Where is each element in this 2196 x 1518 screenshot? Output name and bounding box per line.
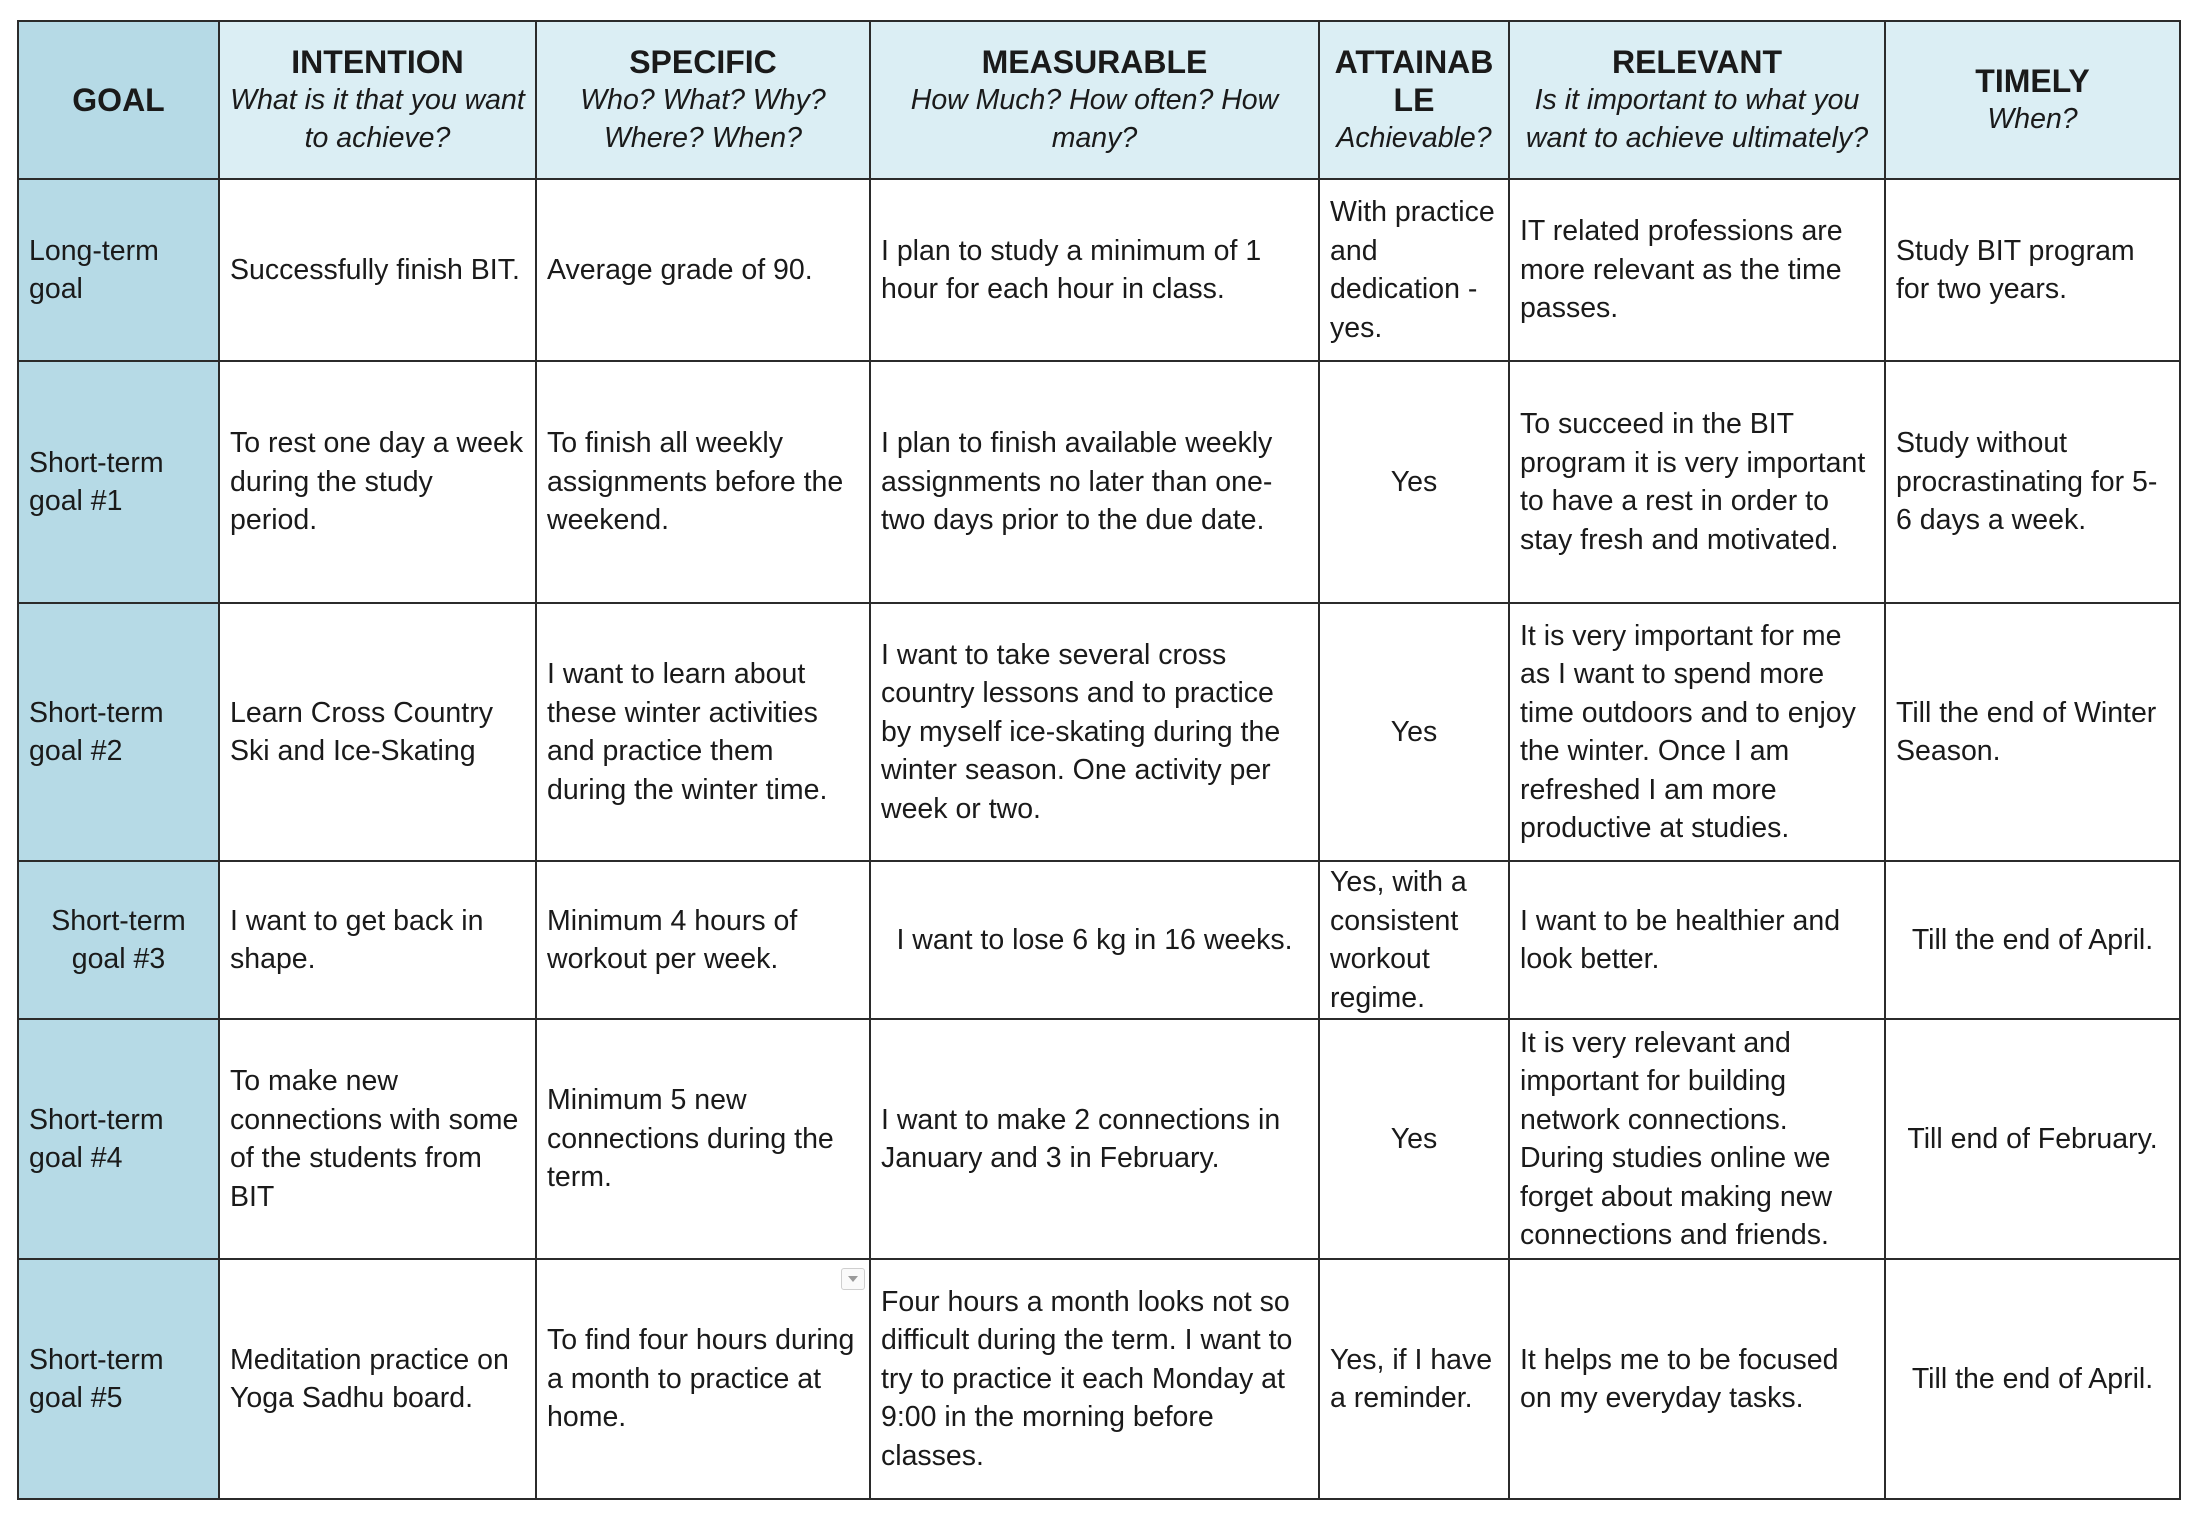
measurable-cell[interactable]: I want to take several cross country lessons and to practice by myself ice-skating during the winter season. One activity per week or two. — [870, 603, 1319, 861]
header-measurable[interactable] — [870, 21, 1319, 179]
intention-cell[interactable]: To rest one day a week during the study period. — [219, 361, 536, 603]
relevant-cell[interactable]: IT related professions are more relevant as the time passes. — [1509, 179, 1885, 361]
goal-cell[interactable]: Long-term goal — [18, 179, 219, 361]
measurable-cell[interactable]: I plan to study a minimum of 1 hour for each hour in class. — [870, 179, 1319, 361]
timely-cell[interactable]: Till the end of April. — [1885, 861, 2180, 1019]
attainable-cell[interactable]: Yes — [1319, 603, 1509, 861]
dropdown-arrow-icon[interactable] — [841, 1268, 865, 1290]
header-relevant-sub: Is it important to what you want to achieve ultimately? — [1525, 84, 1869, 154]
specific-cell[interactable]: I want to learn about these winter activities and practice them during the winter time. — [536, 603, 870, 861]
header-specific[interactable] — [536, 21, 870, 179]
goal-cell[interactable]: Short-term goal #4 — [18, 1019, 219, 1259]
table-row — [18, 1259, 2180, 1499]
table-row — [18, 179, 2180, 361]
measurable-cell[interactable]: I want to make 2 connections in January and 3 in February. — [870, 1019, 1319, 1259]
measurable-cell[interactable]: Four hours a month looks not so difficult during the term. I want to try to practice it each Monday at 9:00 in the morning before classes. — [870, 1259, 1319, 1499]
relevant-cell[interactable]: It is very important for me as I want to spend more time outdoors and to enjoy the winter. Once I am refreshed I am more productive at studies. — [1509, 603, 1885, 861]
relevant-cell[interactable]: To succeed in the BIT program it is very important to have a rest in order to stay fresh and motivated. — [1509, 361, 1885, 603]
timely-cell[interactable]: Study BIT program for two years. — [1885, 179, 2180, 361]
measurable-cell[interactable]: I plan to finish available weekly assignments no later than one-two days prior to the due date. — [870, 361, 1319, 603]
attainable-cell[interactable]: Yes — [1319, 1019, 1509, 1259]
header-timely-title: TIMELY — [1975, 63, 2090, 99]
attainable-cell[interactable]: Yes, with a consistent workout regime. — [1319, 861, 1509, 1019]
header-timely[interactable] — [1885, 21, 2180, 179]
relevant-cell[interactable]: It is very relevant and important for building network connections. During studies online we forget about making new connections and friends. — [1509, 1019, 1885, 1259]
header-attainable-sub: Achievable? — [1336, 122, 1492, 154]
header-row — [18, 21, 2180, 179]
intention-cell[interactable]: Learn Cross Country Ski and Ice-Skating — [219, 603, 536, 861]
intention-cell[interactable]: Successfully finish BIT. — [219, 179, 536, 361]
goal-cell[interactable]: Short-term goal #5 — [18, 1259, 219, 1499]
relevant-cell[interactable]: I want to be healthier and look better. — [1509, 861, 1885, 1019]
goal-cell[interactable]: Short-term goal #2 — [18, 603, 219, 861]
goal-cell[interactable]: Short-term goal #1 — [18, 361, 219, 603]
specific-cell[interactable] — [536, 1259, 870, 1499]
header-measurable-sub: How Much? How often? How many? — [910, 84, 1279, 154]
specific-cell[interactable]: Minimum 5 new connections during the term. — [536, 1019, 870, 1259]
header-specific-sub: Who? What? Why? Where? When? — [580, 84, 826, 154]
table-row — [18, 1019, 2180, 1259]
specific-cell[interactable]: To finish all weekly assignments before the weekend. — [536, 361, 870, 603]
table-row — [18, 361, 2180, 603]
intention-cell[interactable]: To make new connections with some of the students from BIT — [219, 1019, 536, 1259]
specific-cell[interactable]: Minimum 4 hours of workout per week. — [536, 861, 870, 1019]
timely-cell[interactable]: Study without procrastinating for 5-6 days a week. — [1885, 361, 2180, 603]
timely-cell[interactable]: Till the end of April. — [1885, 1259, 2180, 1499]
table-row — [18, 861, 2180, 1019]
goal-cell[interactable]: Short-term goal #3 — [18, 861, 219, 1019]
smart-goals-table — [17, 20, 2181, 1500]
header-timely-sub: When? — [1987, 103, 2078, 135]
header-intention-sub: What is it that you want to achieve? — [230, 84, 525, 154]
header-intention[interactable] — [219, 21, 536, 179]
timely-cell[interactable]: Till end of February. — [1885, 1019, 2180, 1259]
attainable-cell[interactable]: Yes, if I have a reminder. — [1319, 1259, 1509, 1499]
specific-cell-text: To find four hours during a month to practice at home. — [547, 1324, 855, 1434]
header-attainable-title: ATTAINAB LE — [1334, 44, 1494, 118]
header-relevant[interactable] — [1509, 21, 1885, 179]
relevant-cell[interactable]: It helps me to be focused on my everyday tasks. — [1509, 1259, 1885, 1499]
measurable-cell[interactable]: I want to lose 6 kg in 16 weeks. — [870, 861, 1319, 1019]
attainable-cell[interactable]: With practice and dedication - yes. — [1319, 179, 1509, 361]
header-relevant-title: RELEVANT — [1611, 44, 1783, 80]
header-goal[interactable]: GOAL — [18, 21, 219, 179]
attainable-cell[interactable]: Yes — [1319, 361, 1509, 603]
header-measurable-title: MEASURABLE — [981, 44, 1208, 80]
timely-cell[interactable]: Till the end of Winter Season. — [1885, 603, 2180, 861]
header-specific-title: SPECIFIC — [629, 44, 777, 80]
header-attainable[interactable] — [1319, 21, 1509, 179]
intention-cell[interactable]: Meditation practice on Yoga Sadhu board. — [219, 1259, 536, 1499]
table-row — [18, 603, 2180, 861]
header-intention-title: INTENTION — [291, 44, 464, 80]
specific-cell[interactable]: Average grade of 90. — [536, 179, 870, 361]
intention-cell[interactable]: I want to get back in shape. — [219, 861, 536, 1019]
